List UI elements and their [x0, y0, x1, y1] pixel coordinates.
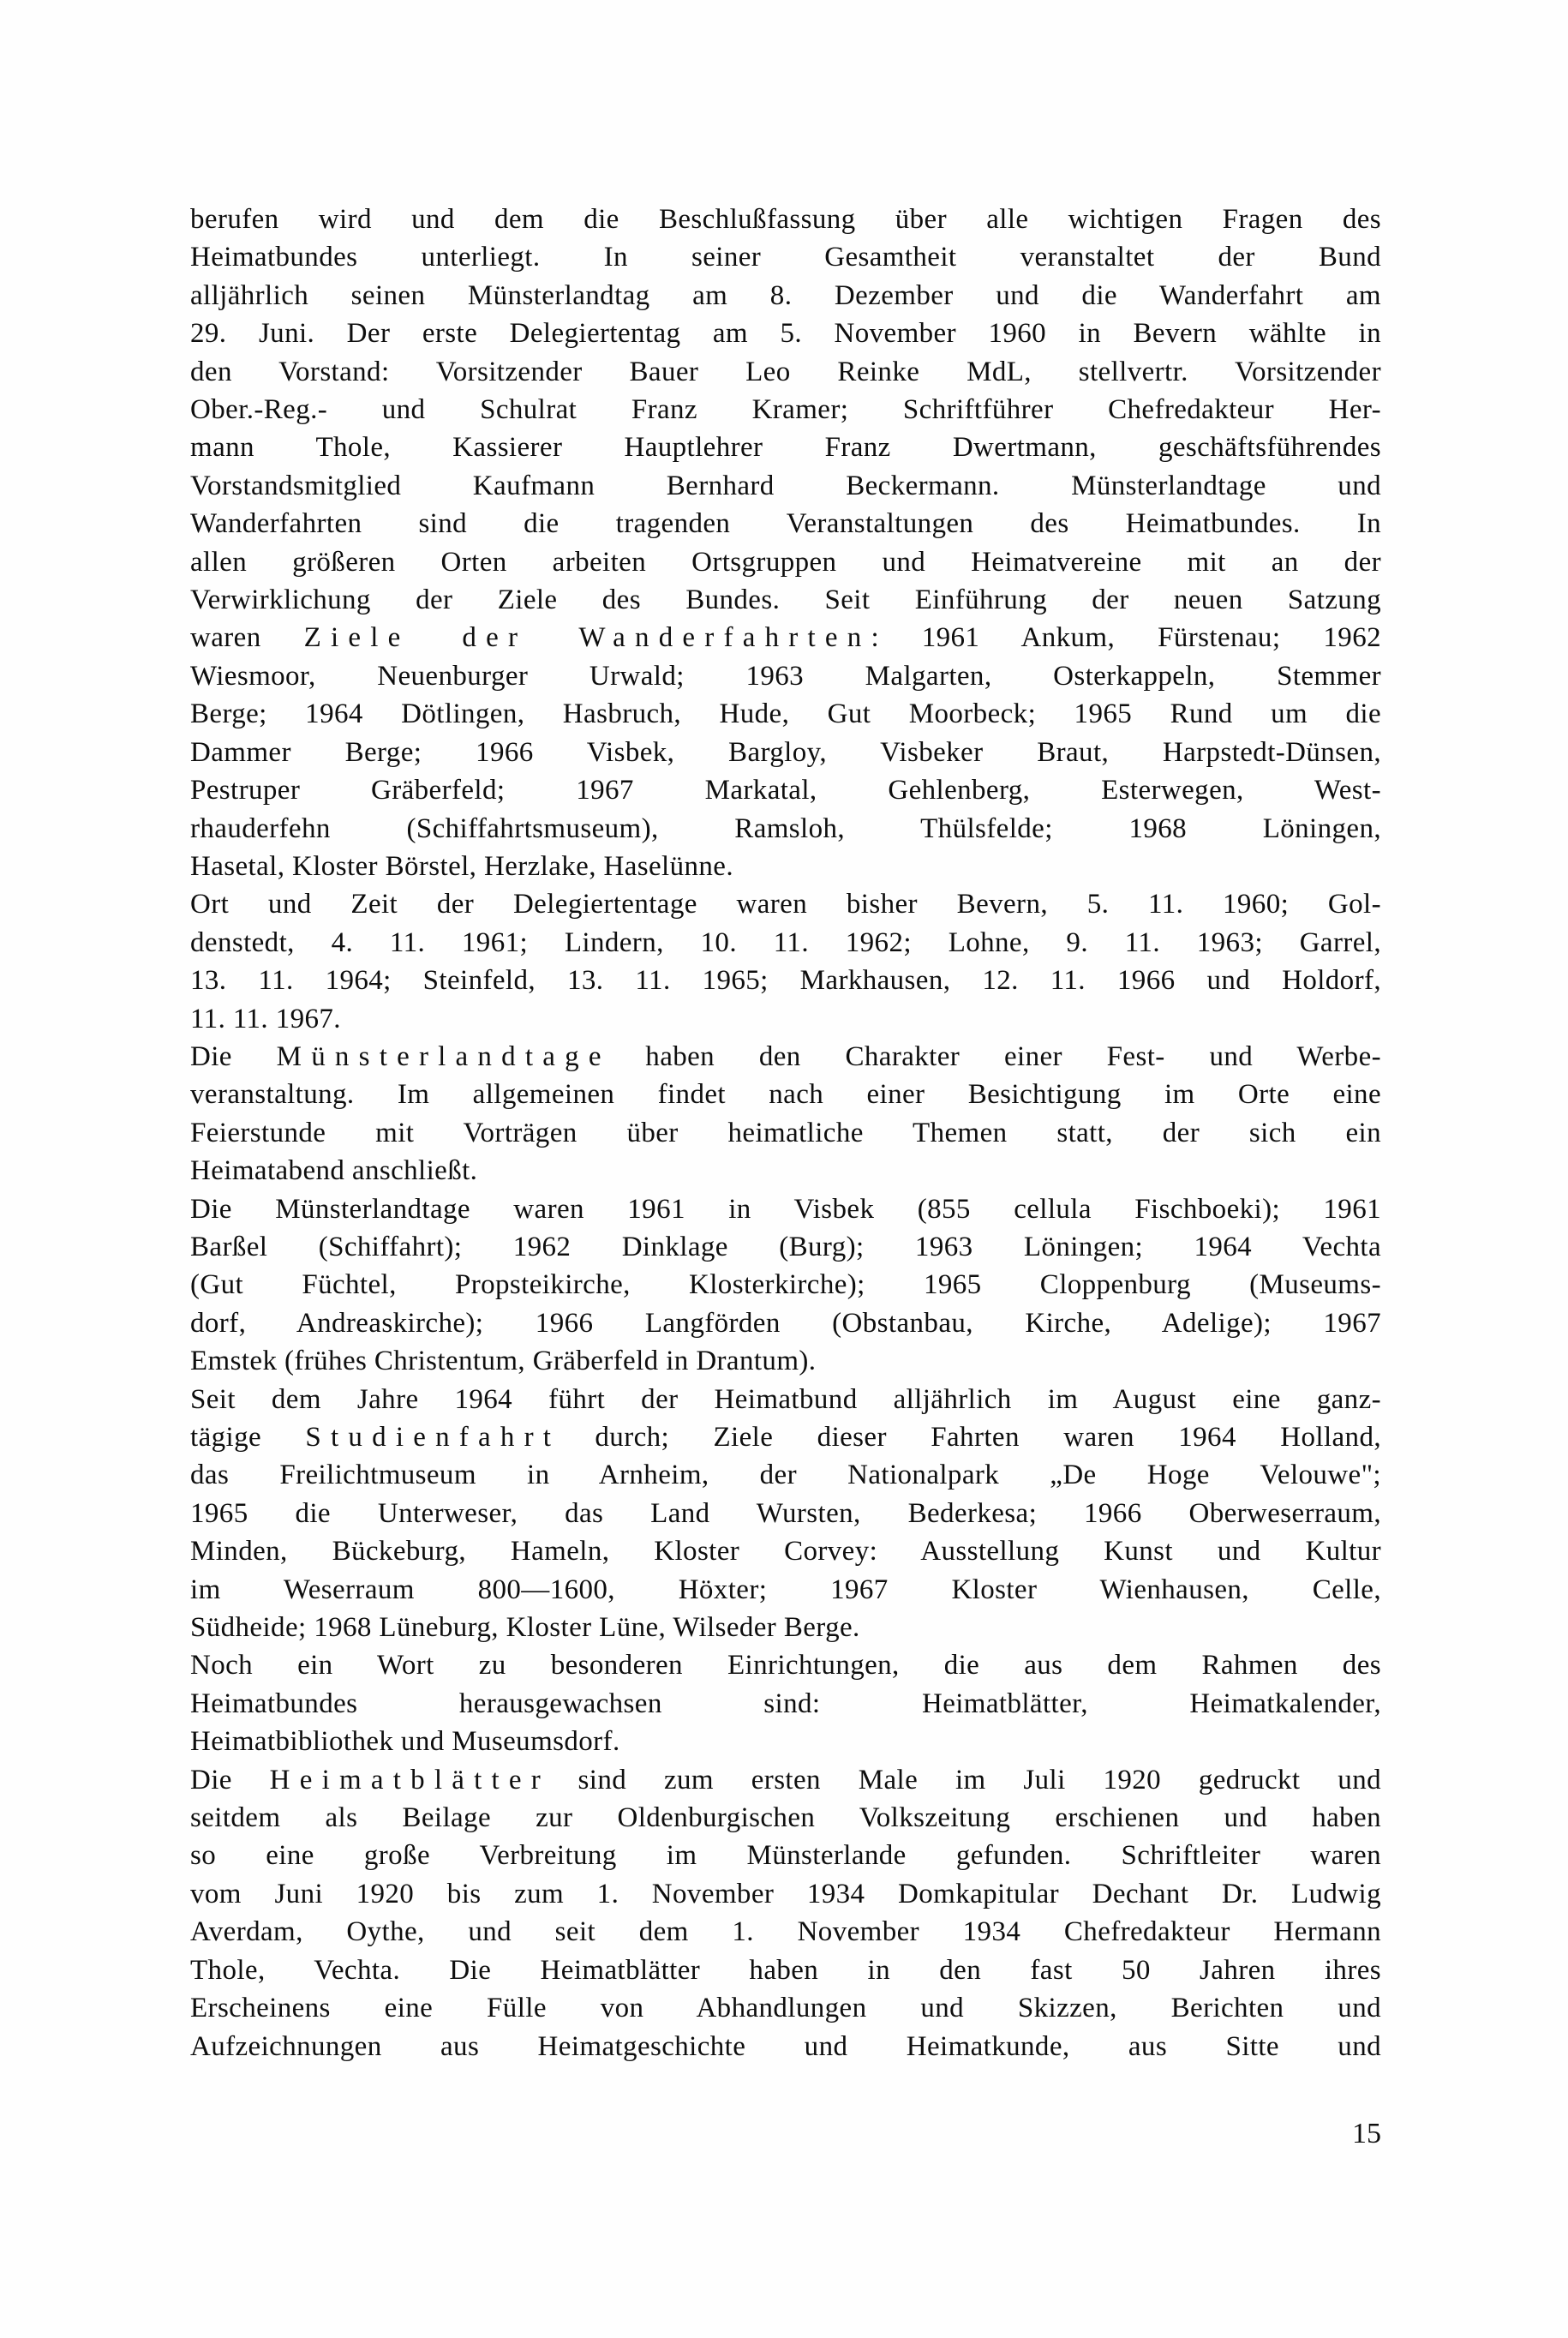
text-line: (Gut Füchtel, Propsteikirche, Klosterkirche); 1965 Cloppenburg (Museums- — [190, 1269, 1381, 1301]
text-line: Heimatbibliothek und Museumsdorf. — [190, 1726, 620, 1758]
text-line: mann Thole, Kassierer Hauptlehrer Franz Dwertmann, geschäftsführendes — [190, 432, 1381, 464]
text-line: Dammer Berge; 1966 Visbek, Bargloy, Visbeker Braut, Harpstedt-Dünsen, — [190, 736, 1381, 768]
text-line: so eine große Verbreitung im Münsterlande gefunden. Schriftleiter waren — [190, 1840, 1381, 1872]
text-line: Wanderfahrten sind die tragenden Veranstaltungen des Heimatbundes. In — [190, 508, 1381, 540]
text-line: Heimatabend anschließt. — [190, 1155, 478, 1187]
text-line: rhauderfehn (Schiffahrtsmuseum), Ramsloh, Thülsfelde; 1968 Löningen, — [190, 812, 1381, 844]
text-line: Emstek (frühes Christentum, Gräberfeld in Drantum). — [190, 1346, 817, 1377]
text-line: Die Münsterlandtage waren 1961 in Visbek (855 cellula Fischboeki); 1961 — [190, 1193, 1381, 1225]
letterspaced-emphasis: Heimatblätter — [269, 1764, 550, 1795]
letterspaced-emphasis: Ziele der Wanderfahrten: — [303, 622, 889, 654]
text-line: vom Juni 1920 bis zum 1. November 1934 Domkapitular Dechant Dr. Ludwig — [190, 1878, 1381, 1909]
text-line: Erscheinens eine Fülle von Abhandlungen und Skizzen, Berichten und — [190, 1993, 1381, 2024]
text-line: 11. 11. 1967. — [190, 1003, 341, 1034]
letterspaced-emphasis: Studienfahrt — [305, 1422, 561, 1453]
text-line: veranstaltung. Im allgemeinen findet nach einer Besichtigung im Orte eine — [190, 1079, 1381, 1111]
text-line: Südheide; 1968 Lüneburg, Kloster Lüne, Wilseder Berge. — [190, 1612, 860, 1644]
text-block — [190, 201, 1381, 2065]
text-line: Thole, Vechta. Die Heimatblätter haben in den fast 50 Jahren ihres — [190, 1954, 1381, 1986]
text-line: 13. 11. 1964; Steinfeld, 13. 11. 1965; Markhausen, 12. 11. 1966 und Holdorf, — [190, 965, 1381, 997]
text-line: alljährlich seinen Münsterlandtag am 8. Dezember und die Wanderfahrt am — [190, 279, 1381, 311]
text-line: Wiesmoor, Neuenburger Urwald; 1963 Malgarten, Osterkappeln, Stemmer — [190, 660, 1381, 692]
text-line: Noch ein Wort zu besonderen Einrichtungen, die aus dem Rahmen des — [190, 1650, 1381, 1682]
text-line: Aufzeichnungen aus Heimatgeschichte und Heimatkunde, aus Sitte und — [190, 2030, 1381, 2062]
text-line: Ort und Zeit der Delegiertentage waren bisher Bevern, 5. 11. 1960; Gol- — [190, 889, 1381, 920]
text-line: seitdem als Beilage zur Oldenburgischen Volkszeitung erschienen und haben — [190, 1802, 1381, 1834]
text-line: Feierstunde mit Vorträgen über heimatliche Themen statt, der sich ein — [190, 1117, 1381, 1148]
text-line: Heimatbundes herausgewachsen sind: Heimatblätter, Heimatkalender, — [190, 1688, 1381, 1719]
text-line: Verwirklichung der Ziele des Bundes. Seit Einführung der neuen Satzung — [190, 584, 1381, 616]
page-number: 15 — [1352, 2118, 1381, 2149]
text-line: Berge; 1964 Dötlingen, Hasbruch, Hude, Gut Moorbeck; 1965 Rund um die — [190, 698, 1381, 730]
text-line: Die Heimatblätter sind zum ersten Male im Juli 1920 gedruckt und — [190, 1764, 1381, 1795]
text-line: waren Ziele der Wanderfahrten: 1961 Ankum, Fürstenau; 1962 — [190, 622, 1381, 654]
text-line: Ober.-Reg.- und Schulrat Franz Kramer; Schriftführer Chefredakteur Her- — [190, 394, 1381, 426]
text-line: das Freilichtmuseum in Arnheim, der Nationalpark „De Hoge Velouwe"; — [190, 1460, 1381, 1491]
text-line: 1965 die Unterweser, das Land Wursten, Bederkesa; 1966 Oberweserraum, — [190, 1497, 1381, 1529]
text-line: Vorstandsmitglied Kaufmann Bernhard Beckermann. Münsterlandtage und — [190, 470, 1381, 501]
text-line: Die Münsterlandtage haben den Charakter einer Fest- und Werbe- — [190, 1040, 1382, 1072]
text-line: Minden, Bückeburg, Hameln, Kloster Corvey: Ausstellung Kunst und Kultur — [190, 1536, 1381, 1568]
text-line: Averdam, Oythe, und seit dem 1. November 1934 Chefredakteur Hermann — [190, 1916, 1381, 1948]
text-line: den Vorstand: Vorsitzender Bauer Leo Reinke MdL, stellvertr. Vorsitzender — [190, 356, 1381, 387]
text-line: im Weserraum 800—1600, Höxter; 1967 Kloster Wienhausen, Celle, — [190, 1574, 1381, 1605]
text-line: allen größeren Orten arbeiten Ortsgruppen und Heimatvereine mit an der — [190, 546, 1381, 578]
text-line: dorf, Andreaskirche); 1966 Langförden (Obstanbau, Kirche, Adelige); 1967 — [190, 1307, 1381, 1339]
text-line: Pestruper Gräberfeld; 1967 Markatal, Gehlenberg, Esterwegen, West- — [190, 775, 1381, 806]
text-line: denstedt, 4. 11. 1961; Lindern, 10. 11. 1962; Lohne, 9. 11. 1963; Garrel, — [190, 926, 1381, 958]
text-line: 29. Juni. Der erste Delegiertentag am 5. November 1960 in Bevern wählte in — [190, 318, 1381, 350]
letterspaced-emphasis: Münsterlandtage — [276, 1040, 611, 1072]
text-line: Barßel (Schiffahrt); 1962 Dinklage (Burg); 1963 Löningen; 1964 Vechta — [190, 1231, 1381, 1262]
text-line: Seit dem Jahre 1964 führt der Heimatbund alljährlich im August eine ganz- — [190, 1383, 1381, 1415]
text-line: berufen wird und dem die Beschlußfassung über alle wichtigen Fragen des — [190, 204, 1381, 235]
text-line: tägige Studienfahrt durch; Ziele dieser Fahrten waren 1964 Holland, — [190, 1422, 1381, 1453]
text-line: Heimatbundes unterliegt. In seiner Gesamtheit veranstaltet der Bund — [190, 242, 1381, 273]
text-line: Hasetal, Kloster Börstel, Herzlake, Haselünne. — [190, 850, 734, 882]
